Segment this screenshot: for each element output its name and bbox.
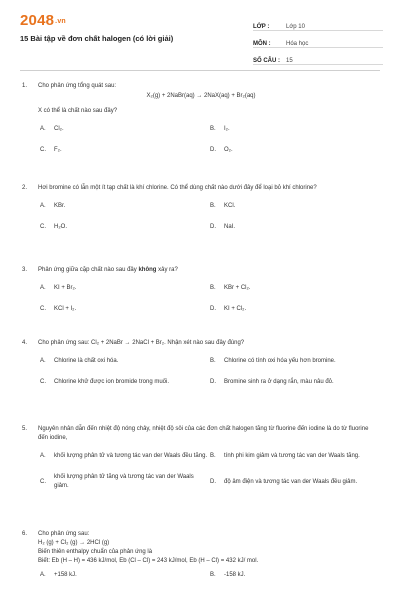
answer-option-c[interactable]: C. Chlorine khử được ion bromide trong muối.	[40, 379, 170, 385]
answer-options	[40, 452, 380, 491]
answer-option-d[interactable]: D. độ âm điện và tương tác van der Waals đều giảm.	[210, 478, 358, 485]
meta-value: Lớp 10	[286, 24, 305, 30]
question-3	[22, 266, 380, 314]
answer-option-d[interactable]: D. O₂.	[210, 147, 233, 153]
question-2	[22, 184, 380, 232]
answer-options	[40, 284, 380, 314]
answer-option-b[interactable]: B. Chlorine có tính oxi hóa yếu hơn bromine.	[210, 358, 336, 364]
header-divider	[20, 70, 380, 71]
answer-option-b[interactable]: B. tính phi kim giảm và tương tác van der Waals tăng.	[210, 453, 360, 459]
question-subtext: X có thể là chất nào sau đây?	[38, 108, 118, 114]
answer-option-b[interactable]: B. -158 kJ.	[210, 572, 246, 578]
question-stem: Cho phản ứng tổng quát sau:	[38, 83, 117, 89]
question-stem: Cho phản ứng sau:	[38, 531, 90, 537]
answer-option-d[interactable]: D. Bromine sinh ra ở dạng rắn, màu nâu đỏ.	[210, 379, 334, 385]
document-meta	[253, 14, 383, 65]
answer-option-b[interactable]: B. I₂.	[210, 126, 230, 132]
question-number: 2.	[22, 185, 28, 191]
emphasis-text: không	[138, 267, 157, 273]
answer-option-d[interactable]: D. KI + Cl₂.	[210, 306, 247, 312]
answer-option-a[interactable]: A. +158 kJ.	[40, 572, 77, 578]
question-number: 5.	[22, 426, 28, 432]
document-title: 15 Bài tập về đơn chất halogen (có lời giải)	[20, 34, 174, 43]
answer-option-a[interactable]: A. KBr.	[40, 203, 66, 209]
document-header	[0, 0, 400, 70]
question-6	[22, 530, 380, 580]
question-line: H₂ (g) + Cl₂ (g) → 2HCl (g)	[38, 540, 110, 546]
meta-key: LỚP :	[253, 24, 270, 30]
site-logo[interactable]: 2048.vn	[20, 12, 66, 29]
answer-option-c[interactable]: C. khối lượng phân tử tăng và tương tác van der Waals giảm.	[40, 474, 194, 489]
answer-option-c[interactable]: C. KCl + I₂.	[40, 306, 77, 312]
meta-class-row	[253, 14, 383, 31]
meta-key: MÔN :	[253, 41, 271, 47]
answer-option-b[interactable]: B. KCl.	[210, 203, 236, 209]
question-equation: X₂(g) + 2NaBr(aq) → 2NaX(aq) + Br₂(aq)	[146, 93, 256, 99]
question-5	[22, 425, 380, 491]
answer-options	[40, 125, 380, 155]
answer-options	[40, 571, 380, 580]
question-stem: Hơi bromine có lẫn một ít tạp chất là khí chlorine. Có thể dùng chất nào dưới đây để loại bỏ khí chlorine?	[38, 185, 317, 191]
meta-value: Hóa học	[286, 41, 309, 47]
answer-option-d[interactable]: D. NaI.	[210, 224, 236, 230]
question-line: Biết: Eb (H – H) = 436 kJ/mol, Eb (Cl – Cl) = 243 kJ/mol, Eb (H – Cl) = 432 kJ/ mol.	[38, 558, 259, 564]
question-number: 1.	[22, 83, 28, 89]
answer-option-a[interactable]: A. Chlorine là chất oxi hóa.	[40, 358, 119, 364]
question-stem: Cho phản ứng sau: Cl₂ + 2NaBr → 2NaCl + Br₂. Nhận xét nào sau đây đúng?	[38, 340, 245, 346]
answer-option-a[interactable]: A. Cl₂.	[40, 126, 64, 132]
meta-value: 15	[286, 58, 293, 64]
answer-option-a[interactable]: A. KI + Br₂.	[40, 285, 77, 291]
meta-count-row	[253, 48, 383, 65]
question-stem: Phản ứng giữa cặp chất nào sau đây không xảy ra?	[38, 267, 178, 273]
answer-options	[40, 202, 380, 232]
question-stem: Nguyên nhân dẫn đến nhiệt độ nóng chảy, nhiệt độ sôi của các đơn chất halogen tăng từ fluorine đến iodine là do từ fluorine đến iodine,	[38, 426, 369, 441]
answer-option-c[interactable]: C. F₂.	[40, 147, 62, 153]
answer-options	[40, 357, 380, 387]
answer-option-a[interactable]: A. khối lượng phân tử và tương tác van der Waals đều tăng.	[40, 453, 208, 459]
meta-key: SỐ CÂU :	[253, 58, 280, 64]
question-1	[22, 82, 380, 155]
question-number: 4.	[22, 340, 28, 346]
question-4	[22, 339, 380, 387]
answer-option-c[interactable]: C. H₂O.	[40, 224, 67, 230]
answer-option-b[interactable]: B. KBr + Cl₂.	[210, 285, 251, 291]
question-number: 3.	[22, 267, 28, 273]
question-line: Biến thiên enthalpy chuẩn của phản ứng là	[38, 549, 153, 555]
meta-subject-row	[253, 31, 383, 48]
question-number: 6.	[22, 531, 28, 537]
